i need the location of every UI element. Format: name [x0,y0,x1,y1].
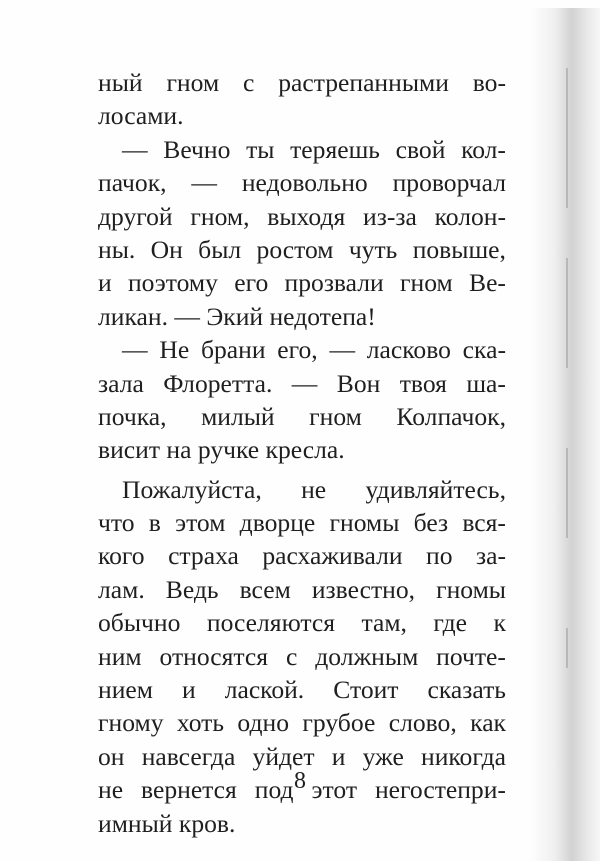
paragraph [98,133,506,333]
text-line: пачок, — недовольно проворчал [98,168,506,198]
text-line: нием и лаской. Стоит сказать [98,675,506,705]
text-line: ликан. — Экий недотепа! [98,301,376,331]
text-line: почка, милый гном Колпачок, [98,401,506,431]
text-line: другой гном, выходя из-за колон- [98,201,506,231]
page-edge-shadow [530,8,600,861]
text-line: ны. Он был ростом чуть повыше, [98,234,506,264]
text-line: — Не брани его, — ласково ска- [122,335,506,365]
text-line: — Вечно ты теряешь свой кол- [122,134,506,164]
paragraph [98,333,506,467]
text-line: не вернется под этот негостепри- [98,775,506,805]
text-line: висит на ручке кресла. [98,435,345,465]
page-edge-line [566,68,568,208]
text-line: ним относятся с должным почте- [98,641,506,671]
text-line: обычно поселяются там, где к [98,608,506,638]
body-text [98,66,506,840]
text-line: лам. Ведь всем известно, гномы [98,574,506,604]
page-edge-line [566,628,568,668]
page-edge-line [566,258,568,368]
text-line: ный гном с растрепанными во- [98,68,506,97]
text-line: имный кров. [98,808,236,838]
text-line: он навсегда уйдет и уже никогда [98,741,506,771]
text-line: и поэтому его прозвали гном Ве- [98,268,506,298]
paragraph [98,66,506,133]
text-line: гному хоть одно грубое слово, как [98,708,506,738]
text-line: зала Флоретта. — Вон твоя ша- [98,368,506,398]
text-line: Пожалуйста, не удивляйтесь, [122,474,506,504]
page-edge-line [566,448,568,538]
text-line: кого страха расхаживали по за- [98,541,506,571]
text-line: лосами. [98,101,184,131]
page-number: 8 [294,768,306,794]
text-line: что в этом дворце гномы без вся- [98,508,506,538]
